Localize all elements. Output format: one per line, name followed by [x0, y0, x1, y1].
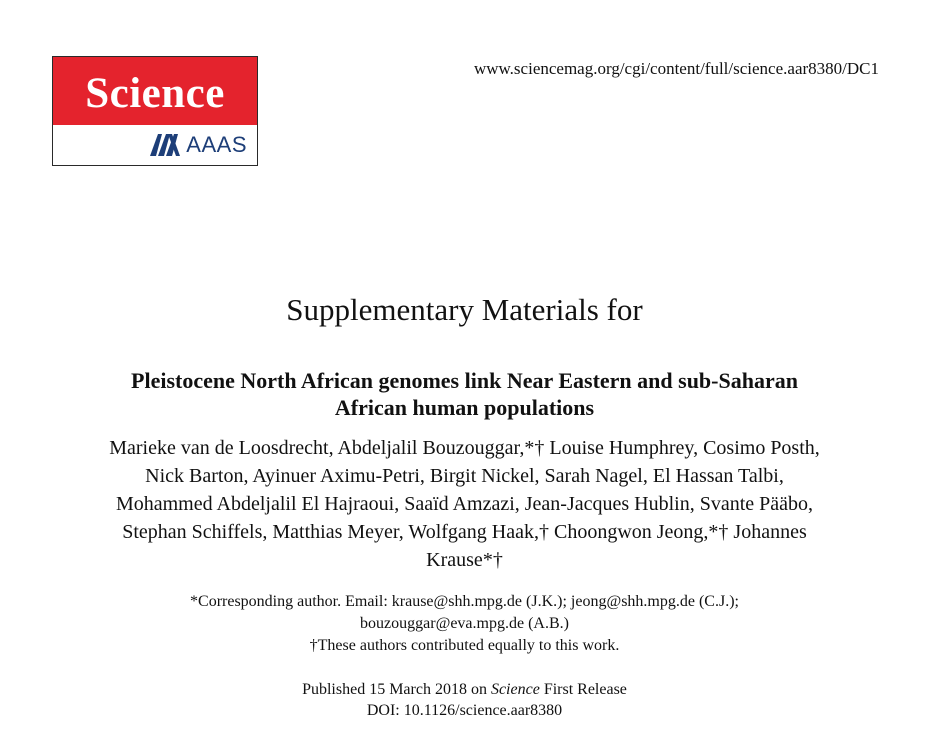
- page-heading: Supplementary Materials for: [286, 292, 643, 327]
- author-line: Marieke van de Loosdrecht, Abdeljalil Bouzouggar,*† Louise Humphrey, Cosimo Posth,: [109, 437, 820, 459]
- author-list: [40, 434, 889, 574]
- author-line: Stephan Schiffels, Matthias Meyer, Wolfgang Haak,† Choongwon Jeong,*† Johannes: [122, 521, 807, 543]
- paper-title-line: Pleistocene North African genomes link Near Eastern and sub-Saharan: [131, 368, 798, 393]
- paper-title-line: African human populations: [334, 395, 595, 420]
- publication-prefix: Published 15 March 2018 on: [302, 681, 491, 698]
- journal-name: Science: [490, 681, 540, 698]
- publication-date-line: [40, 679, 889, 700]
- publication-suffix: First Release: [539, 681, 627, 698]
- aaas-logo-row: [53, 125, 257, 165]
- author-notes: [40, 591, 889, 657]
- publication-info: [40, 679, 889, 721]
- aaas-wordmark: AAAS: [186, 132, 247, 157]
- doi-line: DOI: 10.1126/science.aar8380: [366, 702, 563, 719]
- science-wordmark: Science: [85, 69, 225, 117]
- author-line: Krause*†: [426, 549, 503, 571]
- corresponding-author-note-cont: bouzouggar@eva.mpg.de (A.B.): [360, 615, 569, 632]
- corresponding-author-note: *Corresponding author. Email: krause@shh.mpg.de (J.K.); jeong@shh.mpg.de (C.J.);: [190, 593, 739, 610]
- science-aaas-logo: [52, 56, 258, 166]
- supplement-url: www.sciencemag.org/cgi/content/full/science.aar8380/DC1: [473, 59, 879, 78]
- paper-title: [30, 367, 899, 421]
- equal-contribution-note: †These authors contributed equally to this work.: [309, 637, 620, 654]
- author-line: Nick Barton, Ayinuer Aximu-Petri, Birgit Nickel, Sarah Nagel, El Hassan Talbi,: [145, 465, 784, 487]
- aaas-mark-icon: [150, 134, 184, 156]
- science-logo-banner: [53, 57, 257, 125]
- author-line: Mohammed Abdeljalil El Hajraoui, Saaïd Amzazi, Jean-Jacques Hublin, Svante Pääbo,: [115, 493, 814, 515]
